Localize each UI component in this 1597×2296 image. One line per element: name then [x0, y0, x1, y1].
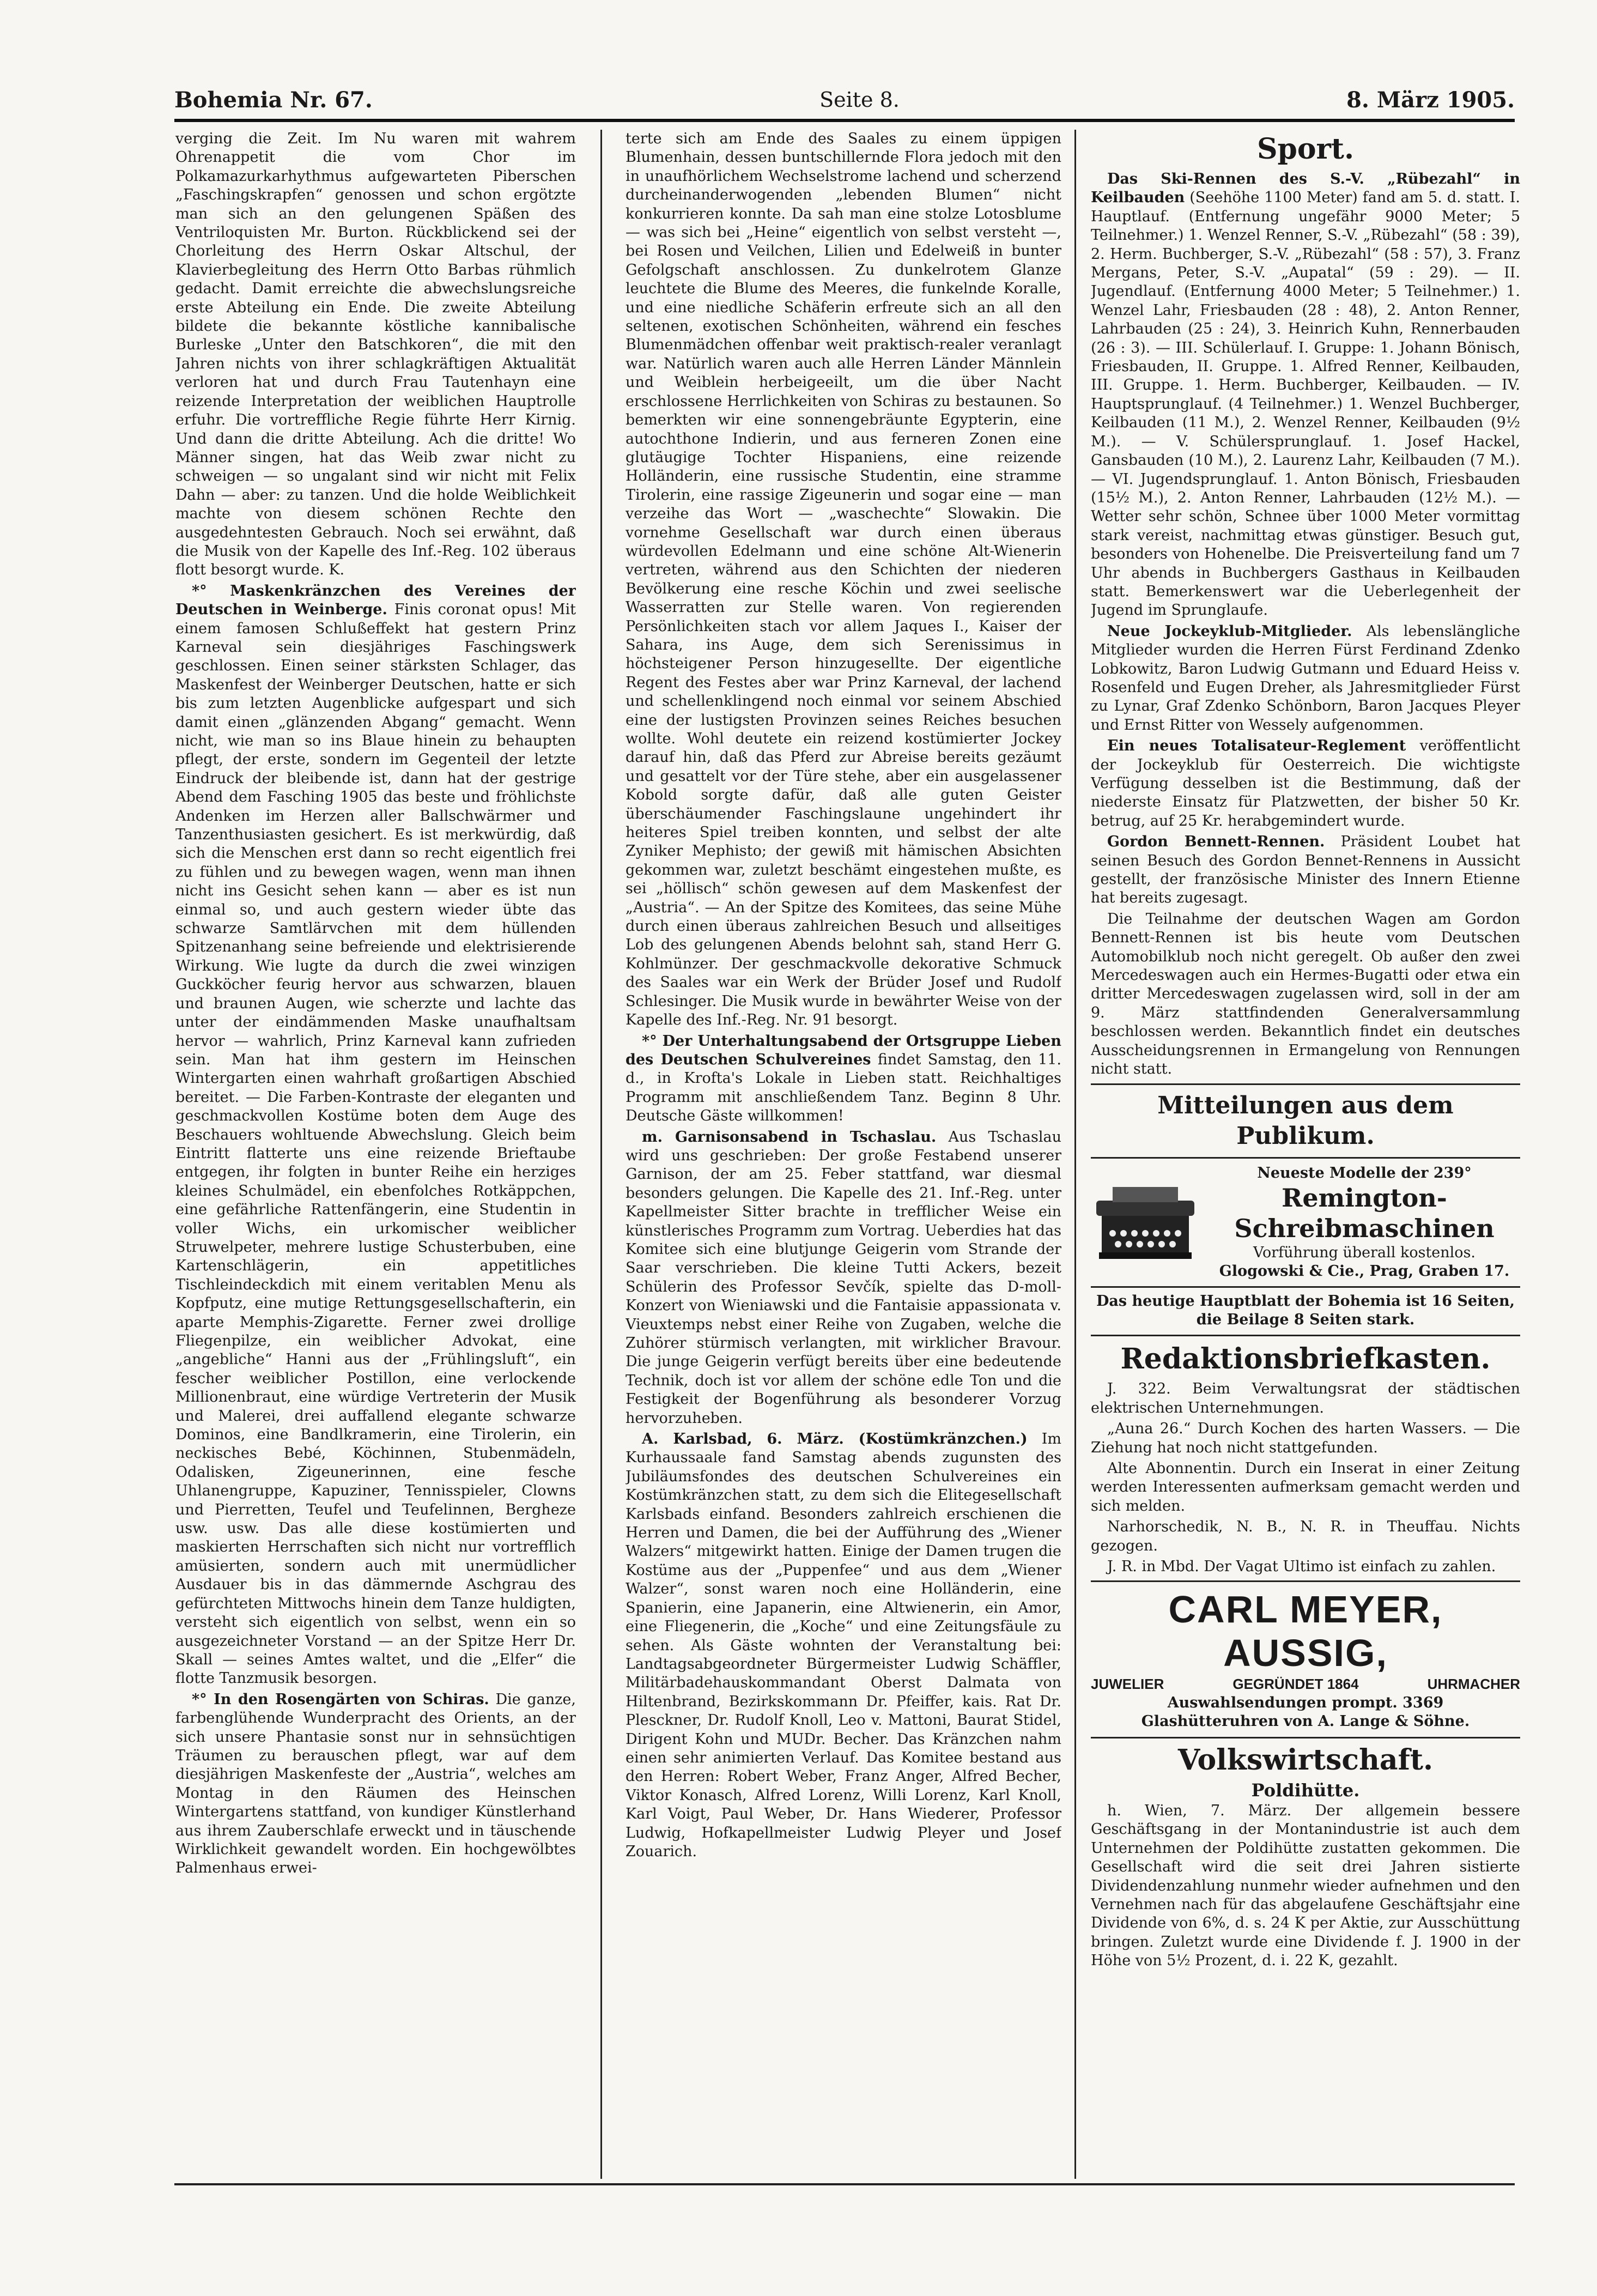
article-paragraph	[626, 1128, 1061, 1428]
letter-reply: J. R. in Mbd. Der Vagat Ultimo ist einfach zu zahlen.	[1107, 1558, 1496, 1575]
ad-line: Glogowski & Cie., Prag, Graben 17.	[1219, 1262, 1510, 1280]
ad-brand: CARL MEYER, AUSSIG,	[1168, 1588, 1443, 1675]
article-text: h. Wien, 7. März. Der allgemein bessere Geschäftsgang in der Montanindustrie ist auch dem Unternehmen der Poldihütte zustatten gekommen. Die Gesellschaft wird die seit drei Jahren sistierte Dividendenzahlung nunmehr wieder aufnehmen und den Vernehmen nach für das abgelaufene Geschäftsjahr eine Dividende von 6%, d. s. 24 K per Aktie, zur Ausschüttung bringen. Zuletzt wurde eine Dividende f. J. 1900 in der Höhe von 5½ Prozent, d. i. 22 K, gezahlt.	[1091, 1802, 1520, 1970]
column-divider-2	[1074, 130, 1076, 2179]
article-heading: *° In den Rosengärten von Schiras.	[192, 1691, 489, 1708]
page-count-notice: Das heutige Hauptblatt der Bohemia ist 16 Seiten, die Beilage 8 Seiten stark.	[1096, 1292, 1515, 1328]
article-subheading: Poldihütte.	[1251, 1779, 1360, 1801]
article-paragraph	[175, 582, 576, 1688]
carl-meyer-ad	[1091, 1580, 1520, 1738]
article-text: terte sich am Ende des Saales zu einem üppigen Blumenhain, dessen buntschillernde Flora jedoch mit den in unaufhörlichem Wechselstrome lachend und scherzend durcheinanderwogenden „lebenden Blumen“ nicht konkurrieren konnte. Da sah man eine stolze Lotosblume — was sich bei „Heine“ eigentlich von selbst versteht —, bei Rosen und Veilchen, Lilien und Edelweiß in bunter Gefolgschaft anschlossen. Zu dunkelrotem Glanze leuchtete die Blume des Meeres, die funkelnde Koralle, und eine niedliche Schäferin erfreute sich an all den seltenen, exotischen Schönheiten, während ein fesches Blumenmädchen offenbar weit praktisch-realer veranlagt war. Natürlich waren auch alle Herren Länder Männlein und Weiblein herbeigeeilt, um die über Nacht erschlossene Herrlichkeiten von Schiras zu bestaunen. So bemerkten wir eine sonnengebräunte Egypterin, eine autochthone Indierin, und aus ferneren Zonen eine glutäugige Tochter Hispaniens, eine reizende Holländerin, eine russische Studentin, eine stramme Tirolerin, eine rassige Zigeunerin und sogar eine — man verzeihe das Wort — „waschechte“ Slowakin. Die vornehme Gesellschaft war durch einen überaus würdevollen Edelmann und eine schöne Alt-Wienerin vertreten, während aus den Schichten der niederen Bevölkerung eine resche Köchin und zwei seelische Wasserratten zur Stelle waren. Von regierenden Persönlichkeiten stach vor allem Jaques I., Kaiser der Sahara, ins Auge, dem sich Serenissimus in höchsteigener Person hinzugesellte. Der eigentliche Regent des Festes aber war Prinz Karneval, der lachend und schellenklingend noch einmal vor seinem Abschied eine der lustigsten Provinzen seines Reiches besuchen wollte. Wohl deutete ein reizend kostümierter Jockey darauf hin, daß das Pferd zur Abreise bereits gezäumt und gesattelt vor der Türe stehe, aber ein ausgelassener Kobold sorgte dafür, daß alle guten Geister überschäumender Faschingslaune ungehindert ihr heiteres Spiel treiben konnten, und selbst der alte Zyniker Mephisto; der gewiß mit hämischen Absichten gekommen war, zuletzt beschämt eingestehen mußte, es sei „höllisch“ schön gewesen auf dem Maskenfest der „Austria“. — An der Spitze des Komitees, das seine Mühe durch einen überaus zahlreichen Besuch und allseitiges Lob des gelungenen Abends belohnt sah, stand Herr G. Kohlmünzer. Der geschmackvolle dekorative Schmuck des Saales war ein Werk der Brüder Josef und Rudolf Schlesinger. Die Musik wurde in bewährter Weise von der Kapelle des Inf.-Reg. Nr. 91 besorgt.	[626, 130, 1061, 1029]
masthead	[174, 81, 1515, 119]
article-text: Finis coronat opus! Mit einem famosen Schlußeffekt hat gestern Prinz Karneval sein diesjähriges Faschingswerk geschlossen. Einen seiner stärksten Schlager, das Maskenfest der Weinberger Deutschen, hatte er sich bis zum letzten Augenblicke aufgespart und sich damit einen „glänzenden Abgang“ gemacht. Wenn nicht, wie man so ins Blaue hinein zu behaupten pflegt, der erste, sondern im Gegenteil der letzte Eindruck der bleibende ist, dann hat der gestrige Abend dem Fasching 1905 das beste und fröhlichste Andenken im Herzen aller Ballschwärmer und Tanzenthusiasten gesichert. Es ist merkwürdig, daß sich die Menschen erst dann so recht eigentlich frei zu fühlen und zu bewegen wagen, wenn man ihnen nicht ins Gesicht sehen kann — aber es ist nun einmal so, und auch gestern wieder übte das schwarze Samtlärvchen mit dem hüllenden Spitzenanhang seine befreiende und elektrisierende Wirkung. Wie lugte da durch die zwei winzigen Guckköcher feurig hervor aus schwarzen, blauen und braunen Augen, wie scherzte und lachte das unter der eindämmenden Maske unaufhaltsam hervor — wahrlich, Prinz Karneval kann zufrieden sein. Man hat ihm gestern im Heinschen Wintergarten einen wahrhaft großartigen Abschied bereitet. — Die Farben-Kontraste der eleganten und geschmackvollen Kostüme boten dem Auge des Beschauers wohltuende Abwechslung. Gleich beim Eintritt flatterte uns eine reizende Brieftaube entgegen, ihr folgten in bunter Reihe ein herziges kleines Schulmädel, ein ebenfolches Rotkäppchen, eine gefährliche Rattenfängerin, eine Studentin in voller Wichs, ein urkomischer weiblicher Struwelpeter, mehrere lustige Schusterbuben, eine Kartenschlägerin, ein appetitliches Tischleindeckdich mit einem veritablen Menu als Kopfputz, eine mutige Rettungsgesellschafterin, ein aparte Memphis-Zigarette. Ferner zwei drollige Fliegenpilze, ein weiblicher Advokat, eine „angebliche“ Hanni aus der „Frühlingsluft“, ein fescher weiblicher Postillon, eine verlockende Millionenbraut, eine würdige Vertreterin der Musik und Malerei, drei auffallend elegante schwarze Dominos, eine Bandlkramerin, eine Tirolerin, ein neckisches Bebé, Köchinnen, Stubenmädeln, Odalisken, Zigeunerinnen, eine fesche Uhlanengruppe, Kapuziner, Tennisspieler, Clowns und Pierretten, Teufel und Teufelinnen, Bergheze usw. usw. Das alle diese kostümierten und maskierten Herrschaften sich nicht nur vortrefflich amüsierten, sondern auch mit unermüdlicher Ausdauer bis in das dämmernde Aschgrau des gefürchteten Mittwochs hinein dem Tanze huldigten, versteht sich eigentlich von selbst, wenn ein so ausgezeichneter Vorstand — an der Spitze Herr Dr. Skall — seines Amtes waltet, und die „Elfer“ die flotte Tanzmusik besorgen.	[175, 601, 576, 1687]
ad-brand: Remington-Schreibmaschinen	[1234, 1183, 1495, 1243]
ad-line: JUWELIER	[1091, 1676, 1164, 1693]
article-paragraph	[175, 1691, 576, 1878]
ad-line: Glashütteruhren von A. Lange & Söhne.	[1141, 1713, 1470, 1730]
article-heading: Neue Jockeyklub-Mitglieder.	[1107, 622, 1352, 640]
article-heading: A. Karlsbad, 6. März. (Kostümkränzchen.)	[642, 1431, 1028, 1448]
article-heading: Ein neues Totalisateur-Reglement	[1107, 737, 1406, 755]
section-title-economy: Volkswirtschaft.	[1177, 1743, 1434, 1777]
ad-line: UHRMACHER	[1427, 1676, 1520, 1693]
article-paragraph	[1091, 170, 1520, 620]
article-text: Die Teilnahme der deutschen Wagen am Gordon Bennett-Rennen ist bis heute vom Deutschen Automobilklub noch nicht geregelt. Ob außer den zwei Mercedeswagen auch ein Hermes-Bugatti oder etwa ein dritter Mercedeswagen zugelassen wird, soll in der am 9. März stattfindenden Generalversammlung beschlossen werden. Bekanntlich findet ein deutsches Ausscheidungsrennen in Ermangelung von Rennungen nicht statt.	[1091, 910, 1520, 1078]
ad-line: Auswahlsendungen prompt. 3369	[1167, 1694, 1444, 1711]
column-divider-1	[600, 130, 602, 2179]
section-title-public-notices: Mitteilungen aus dem Publikum.	[1157, 1091, 1454, 1150]
article-text: Aus Tschaslau wird uns geschrieben: Der große Festabend unserer Garnison, der am 25. Feber stattfand, war diesmal besonders gelungen. Die Kapelle des 21. Inf.-Reg. unter Kapellmeister Sitter brachte in trefflicher Weise ein künstlerisches Programm zum Vortrag. Ueberdies hat das Komitee sich eine blutjunge Geigerin vom Strande der Saar verschrieben. Die kleine Tutti Ackers, bezeit Schülerin des Professor Sevčík, spielte das D-moll-Konzert von Wieniawski und die Fantaisie appassionata v. Vieuxtemps nebst einer Reihe von Zugaben, welche die Zuhörer stürmisch verlangten, mit wirklicher Bravour. Die junge Geigerin verfügt bereits über eine bedeutende Technik, doch ist vor allem der schöne edle Ton und die Festigkeit der Bogenführung als besonderer Vorzug hervorzuheben.	[626, 1128, 1061, 1427]
article-heading: *° Maskenkränzchen des Vereines der Deutschen in Weinberge.	[175, 582, 576, 619]
article-heading: m. Garnisonsabend in Tschaslau.	[642, 1128, 937, 1146]
article-text: veröffentlicht der Jockeyklub für Oesterreich. Die wichtigste Verfügung desselben ist die Bestimmung, daß der niederste Einsatz für Platzwetten, der bisher 50 Kr. betrug, auf 25 Kr. herabgemindert wurde.	[1091, 737, 1520, 829]
divider	[1091, 1157, 1520, 1159]
article-text: verging die Zeit. Im Nu waren mit wahrem Ohrenappetit die vom Chor im Polkamazurkarhythmus aufgewarteten Piberschen „Faschingskrapfen“ genossen und schon ergötzte man sich an den gelungenen Späßen des Ventriloquisten Mr. Burton. Rückblickend sei der Chorleitung des Herrn Oskar Altschul, der Klavierbegleitung des Herrn Otto Barbas rühmlich gedacht. Damit erreichte die abwechslungsreiche erste Abteilung ein Ende. Die zweite Abteilung bildete die bekannte köstliche kannibalische Burleske „Unter den Batschkoren“, die mit den Jahren nichts von ihrer schlagkräftigen Aktualität verloren hat und durch Frau Tautenhayn eine reizende Interpretation der weiblichen Hauptrolle erfuhr. Die vortreffliche Regie führte Herr Kirnig. Und dann die dritte Abteilung. Ach die dritte! Wo Männer singen, hat das Weib zwar nicht zu schweigen — so ungalant sind wir nicht mit Felix Dahn — aber: zu tanzen. Und die holde Weiblichkeit machte von diesem schönen Rechte den ausgedehntesten Gebrauch. Noch sei erwähnt, daß die Musik von der Kapelle des Inf.-Reg. 102 überaus flott besorgt wurde. K.	[175, 130, 576, 579]
article-text: Im Kurhaussaale fand Samstag abends zugunsten des Jubiläumsfondes des deutschen Schulvereines ein Kostümkränzchen statt, zu dem sich die Elitegesellschaft Karlsbads einfand. Besonders zahlreich erschienen die Herren und Damen, die bei der Aufführung des „Wiener Walzers“ mitgewirkt hatten. Einige der Damen trugen die Kostüme aus der „Puppenfee“ und aus dem „Wiener Walzer“, sonst waren noch eine Holländerin, eine Spanierin, eine Japanerin, eine Altwienerin, ein Amor, eine Fliegenerin, die „Koche“ und eine Zeitungsfäule zu sehen. Als Gäste wohnten der Veranstaltung bei: Landtagsabgeordneter Bürgermeister Ludwig Schäffler, Militärbadehauskommandant Oberst Dalmata von Hiltenbrand, Bezirkskommann Dr. Pfeiffer, kais. Rat Dr. Plesckner, Dr. Rudolf Knoll, Leo v. Mattoni, Baurat Stidel, Dirigent Kohn und MUDr. Becher. Das Kränzchen nahm einen sehr animierten Verlauf. Das Komitee bestand aus den Herren: Robert Weber, Franz Anger, Alfred Becher, Viktor Konasch, Alfred Lorenz, Willi Lorenz, Karl Knoll, Karl Voigt, Paul Weber, Dr. Hans Wiederer, Professor Ludwig, Hofkapellmeister Ludwig Pleyer und Josef Zouarich.	[626, 1431, 1061, 1860]
article-heading: Gordon Bennett-Rennen.	[1107, 833, 1325, 851]
article-text: findet Samstag, den 11. d., in Krofta's Lokale in Lieben statt. Reichhaltiges Programm mit anschließendem Tanz. Beginn 8 Uhr. Deutsche Gäste willkommen!	[626, 1051, 1061, 1125]
article-text: Als lebenslängliche Mitglieder wurden die Herren Fürst Ferdinand Zdenko Lobkowitz, Baron Ludwig Gutmann und Eduard Heiss v. Rosenfeld und Eugen Dreher, als Jahresmitglieder Fürst zu Lynar, Graf Zdenko Schönborn, Baron Jacques Pleyer und Ernst Ritter von Wessely aufgenommen.	[1091, 622, 1520, 734]
article-paragraph	[626, 1430, 1061, 1861]
ad-line: GEGRÜNDET 1864	[1232, 1676, 1359, 1693]
article-heading: Das Ski-Rennen des S.-V. „Rübezahl“ in Keilbauden	[1091, 171, 1520, 207]
article-text: (Seehöhe 1100 Meter) fand am 5. d. statt. I. Hauptlauf. (Entfernung ungefähr 9000 Meter; 5 Teilnehmer.) 1. Wenzel Renner, S.-V. „Rübezahl“ (58 : 39), 2. Herm. Buchberger, S.-V. „Rübezahl“ (58 : 57), 3. Franz Mergans, Peter, S.-V. „Aupatal“ (59 : 29). — II. Jugendlauf. (Entfernung 4000 Meter; 5 Teilnehmer.) 1. Wenzel Lahr, Friesbauden (28 : 48), 2. Anton Renner, Lahrbauden (25 : 24), 3. Heinrich Kuhn, Rennerbauden (26 : 3). — III. Schülerlauf. I. Gruppe: 1. Johann Bönisch, Friesbauden, II. Gruppe. 1. Alfred Renner, Keilbauden, III. Gruppe. 1. Herm. Buchberger, Keilbauden. — IV. Hauptsprunglauf. (4 Teilnehmer.) 1. Wenzel Buchberger, Keilbauden (11 M.), 2. Wenzel Renner, Keilbauden (9½ M.). — V. Schülersprunglauf. 1. Josef Hackel, Gansbauden (10 M.), 2. Laurenz Lahr, Keilbauden (7 M.). — VI. Jugendsprunglauf. 1. Anton Bönisch, Friesbauden (15½ M.), 2. Anton Renner, Lahrbauden (12½ M.). — Wetter sehr schön, Schnee über 1000 Meter vormittag stark vereist, nachmittag etwas günstiger. Besuch gut, besonders von Hohenelbe. Die Preisverteilung fand um 7 Uhr abends in Buchbergers Gasthaus in Keilbauden statt. Bemerkenswert war die Ueberlegenheit der Jugend im Sprunglaufe.	[1091, 189, 1520, 619]
remington-ad	[1091, 1164, 1520, 1281]
article-paragraph	[1091, 833, 1520, 908]
bottom-rule	[174, 2183, 1515, 2185]
article-heading: *° Der Unterhaltungsabend der Ortsgruppe Lieben des Deutschen Schulvereines	[626, 1032, 1061, 1068]
masthead-rule	[174, 119, 1515, 122]
letter-reply: Narhorschedik, N. B., N. R. in Theuffau. Nichts gezogen.	[1091, 1518, 1520, 1554]
ad-row	[1091, 1675, 1520, 1693]
article-paragraph	[1091, 737, 1520, 831]
section-title-editorial-letters: Redaktionsbriefkasten.	[1120, 1342, 1491, 1376]
masthead-date: 8. März 1905.	[1346, 87, 1515, 113]
letter-reply: „Auna 26.“ Durch Kochen des harten Wassers. — Die Ziehung hat noch nicht stattgefunden.	[1091, 1420, 1520, 1456]
article-text: Präsident Loubet hat seinen Besuch des Gordon Bennet-Rennens in Aussicht gestellt, der französische Minister des Innern Etienne hat bereits zugesagt.	[1091, 833, 1520, 907]
column-1	[175, 130, 576, 2179]
masthead-page-number: Seite 8.	[819, 88, 900, 112]
article-text: Die ganze, farbenglühende Wunderpracht des Orients, an der sich unsere Phantasie sonst nur in sehnsüchtigen Träumen zu berauschen pflegt, war auf dem diesjährigen Maskenfeste der „Austria“, welches am Montag in den Räumen des Heinschen Wintergartens stattfand, von kundiger Künstlerhand aus ihrem Zauberschlafe erweckt und in täuschende Wirklichkeit gewandelt worden. Ein hochgewölbtes Palmenhaus erwei-	[175, 1691, 576, 1877]
letter-reply: J. 322. Beim Verwaltungsrat der städtischen elektrischen Unternehmungen.	[1091, 1380, 1520, 1416]
column-3	[1091, 130, 1520, 2179]
section-title-sport: Sport.	[1256, 132, 1355, 166]
remington-ad-text	[1209, 1164, 1520, 1281]
column-2	[626, 130, 1061, 2179]
typewriter-illustration	[1091, 1182, 1200, 1263]
divider	[1091, 1335, 1520, 1336]
letter-reply: Alte Abonnentin. Durch ein Inserat in einer Zeitung werden Interessenten aufmerksam gemacht werden und sich melden.	[1091, 1459, 1520, 1514]
article-paragraph	[1091, 622, 1520, 735]
masthead-issue: Bohemia Nr. 67.	[174, 87, 373, 113]
article-paragraph	[626, 1032, 1061, 1126]
ad-line: Vorführung überall kostenlos.	[1253, 1244, 1476, 1261]
ad-line: Neueste Modelle der 239°	[1257, 1164, 1472, 1182]
public-notices-box	[1091, 1083, 1520, 1288]
